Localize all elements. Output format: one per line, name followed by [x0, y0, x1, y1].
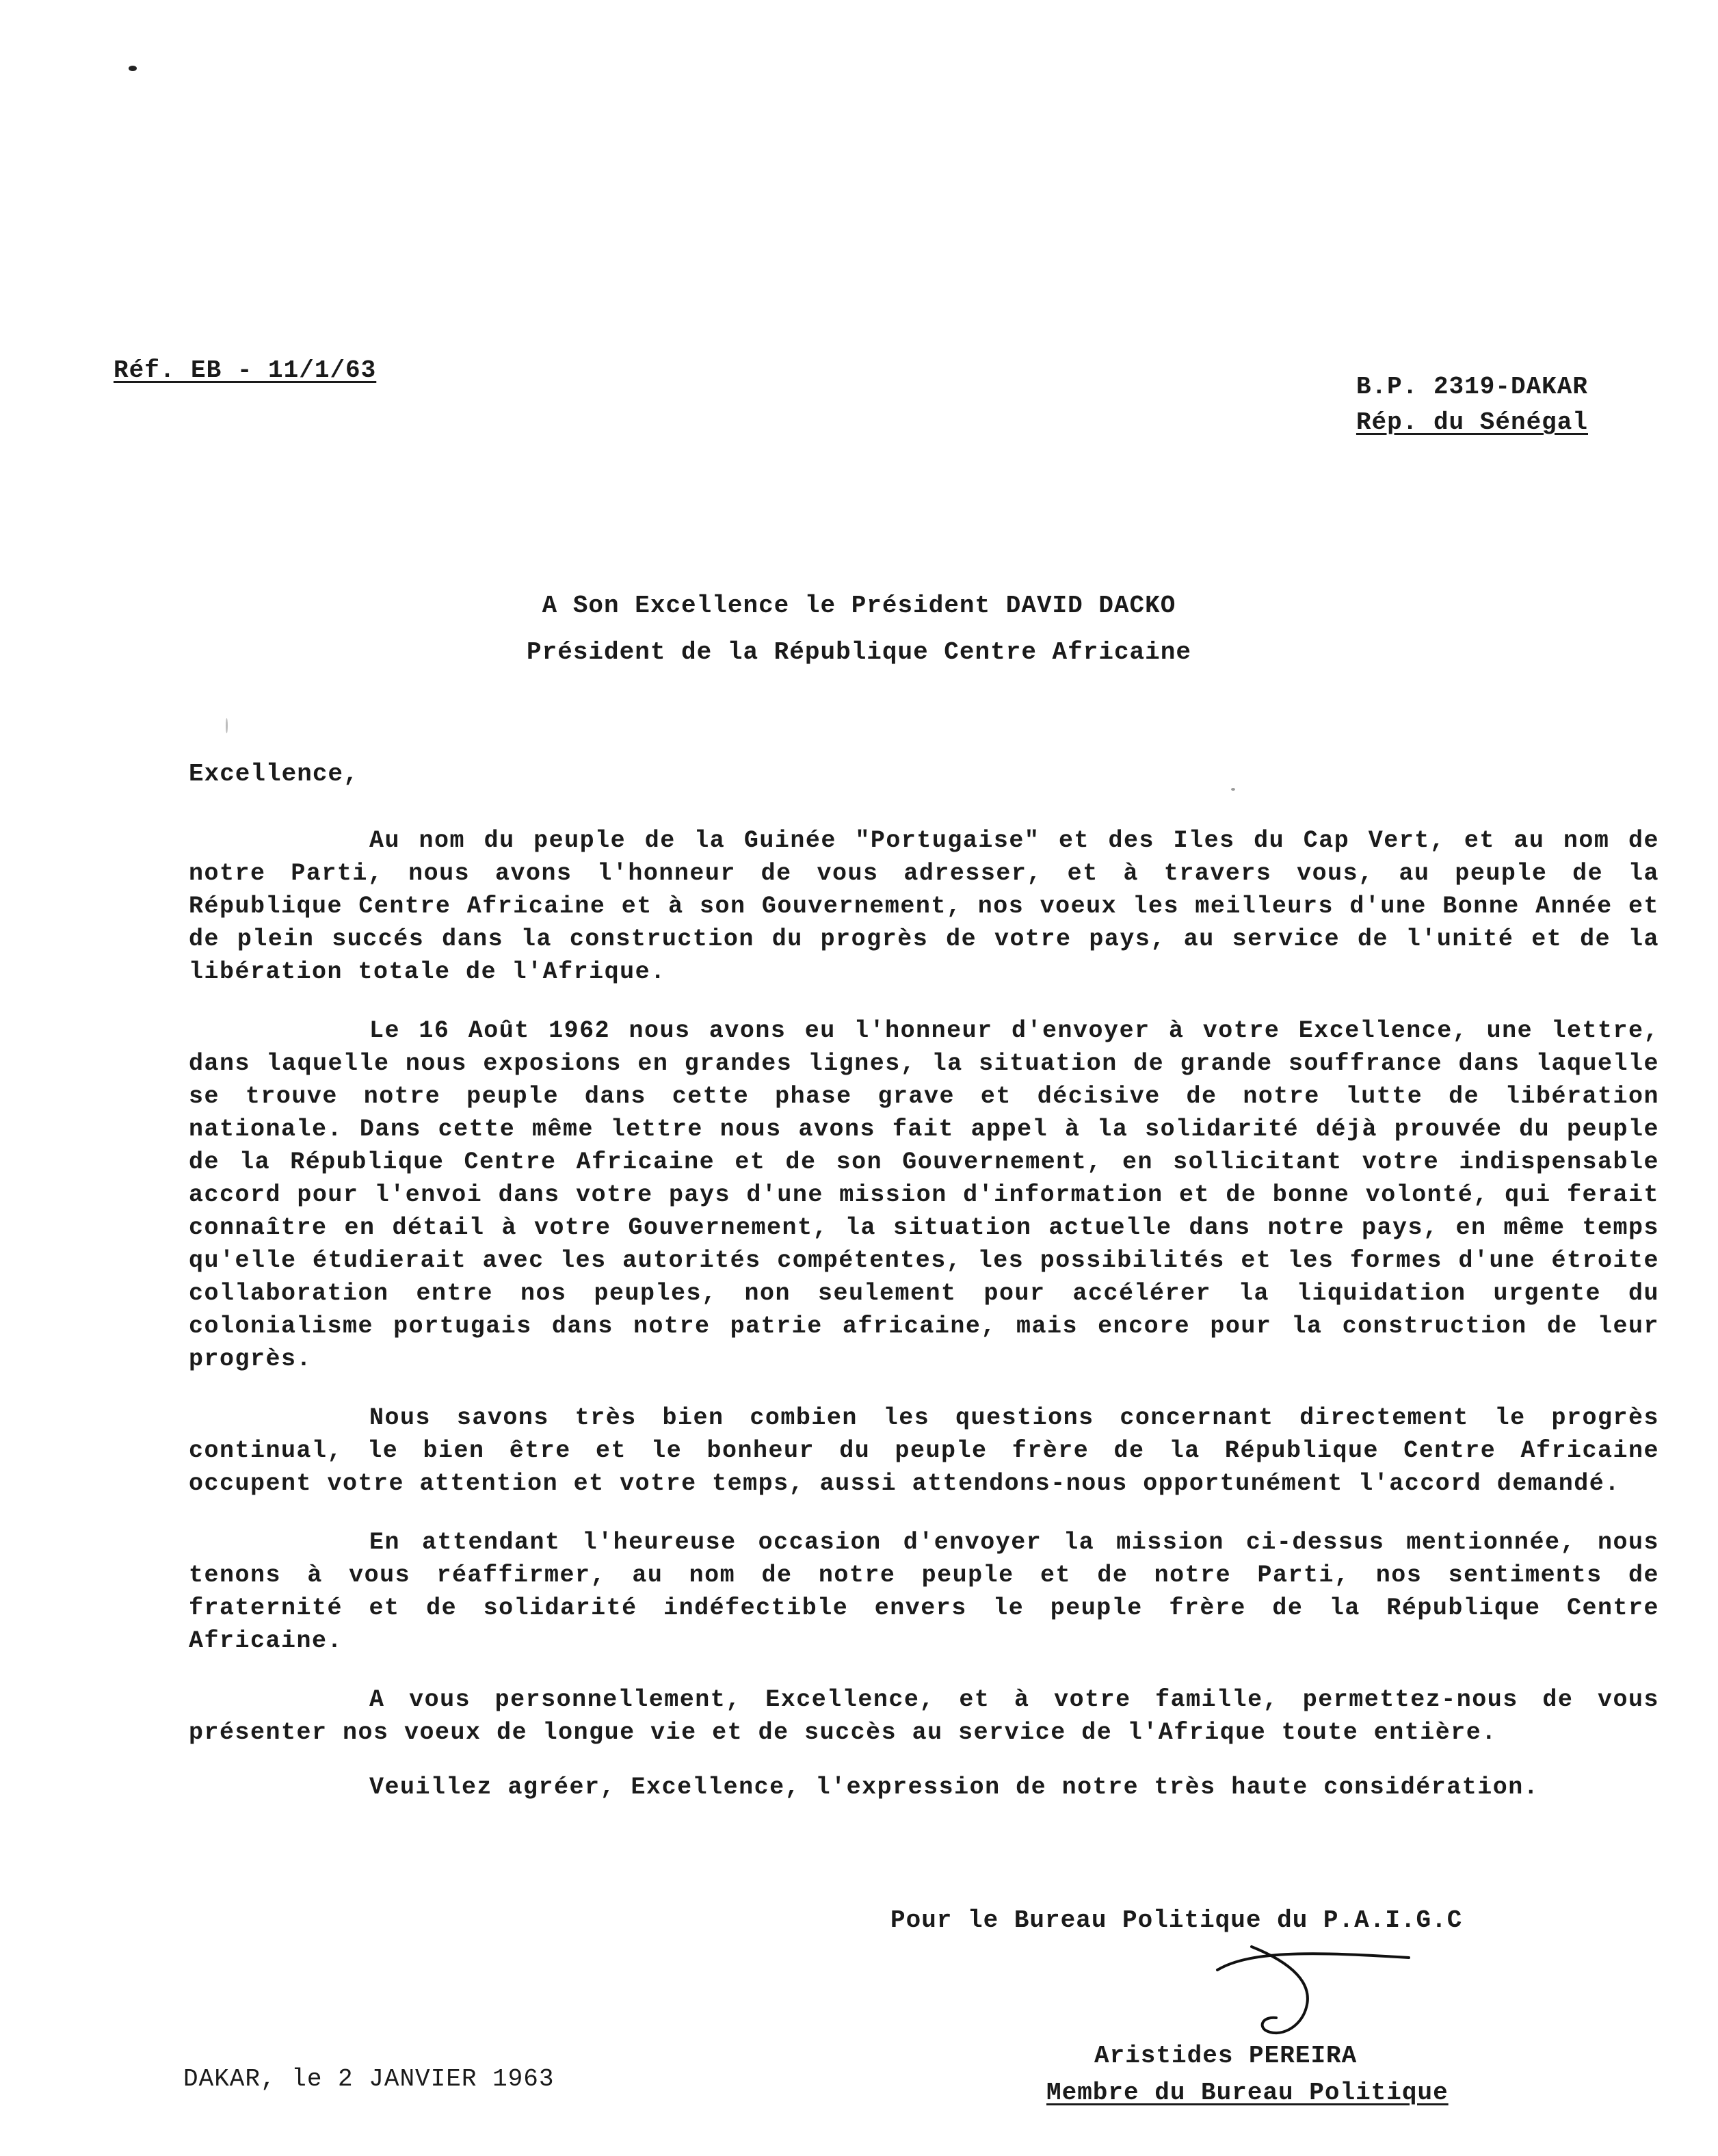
salutation: Excellence, [189, 760, 359, 788]
handwritten-signature [1211, 1943, 1416, 2045]
body-paragraph-5: A vous personnellement, Excellence, et à votre famille, permettez-nous de vous présenter nos voeux de longue vie et de succès au service de l'Afrique toute entière. [189, 1686, 1659, 1746]
addressee-line-2: Président de la République Centre Africaine [527, 638, 1191, 666]
address-line-2: Rép. du Sénégal [1356, 408, 1588, 436]
addressee-line-1: A Son Excellence le Président DAVID DACKO [542, 592, 1176, 620]
scan-speck [1231, 788, 1235, 791]
address-line-1: B.P. 2319-DAKAR [1356, 373, 1588, 401]
letter-body [189, 824, 1659, 1830]
date-line: DAKAR, le 2 JANVIER 1963 [183, 2065, 555, 2093]
reference-number: Réf. EB - 11/1/63 [114, 356, 377, 384]
scan-speck [226, 718, 228, 733]
body-paragraph-1: Au nom du peuple de la Guinée "Portugaise" et des Iles du Cap Vert, et au nom de notre Parti, nous avons l'honneur de vous adresser, et à travers vous, au peuple de la République Centre Africaine et à son Gouvernement, nos voeux les meilleurs d'une Bonne Année et de plein succés dans la construction du progrès de votre pays, au service de l'unité et de la libération totale de l'Afrique. [189, 827, 1659, 986]
body-paragraph-3: Nous savons très bien combien les questions concernant directement le progrès continual, le bien être et le bonheur du peuple frère de la République Centre Africaine occupent votre attention et votre temps, aussi attendons-nous opportunément l'accord demandé. [189, 1404, 1659, 1497]
sender-address [1356, 369, 1588, 441]
scan-speck [129, 66, 137, 71]
body-paragraph-2: Le 16 Août 1962 nous avons eu l'honneur d'envoyer à votre Excellence, une lettre, dans laquelle nous exposions en grandes lignes, la situation de grande souffrance dans laquelle se trouve notre peuple dans cette phase grave et décisive de notre lutte de libération nationale. Dans cette même lettre nous avons fait appel à la solidarité déjà prouvée du peuple de la République Centre Africaine et de son Gouvernement, en sollicitant votre indispensable accord pour l'envoi dans votre pays d'une mission d'information et de bonne volonté, qui ferait connaître en détail à votre Gouvernement, la situation actuelle dans notre pays, en même temps qu'elle étudierait avec les autorités compétentes, les possibilités et les formes d'une étroite collaboration entre nos peuples, non seulement pour accélérer la liquidation urgente du colonialisme portugais dans notre patrie africaine, mais encore pour la construction de leur progrès. [189, 1017, 1659, 1373]
signatory-name: Aristides PEREIRA [1094, 2042, 1358, 2070]
signatory-title: Membre du Bureau Politique [1046, 2079, 1449, 2107]
addressee-block [0, 583, 1718, 676]
body-paragraph-4: En attendant l'heureuse occasion d'envoyer la mission ci-dessus mentionnée, nous tenons à vous réaffirmer, au nom de notre peuple et de notre Parti, nos sentiments de fraternité et de solidarité indéfectible envers le peuple frère de la République Centre Africaine. [189, 1529, 1659, 1655]
closing-formula: Veuillez agréer, Excellence, l'expression de notre très haute considération. [369, 1774, 1539, 1801]
signature-on-behalf: Pour le Bureau Politique du P.A.I.G.C [890, 1906, 1463, 1934]
